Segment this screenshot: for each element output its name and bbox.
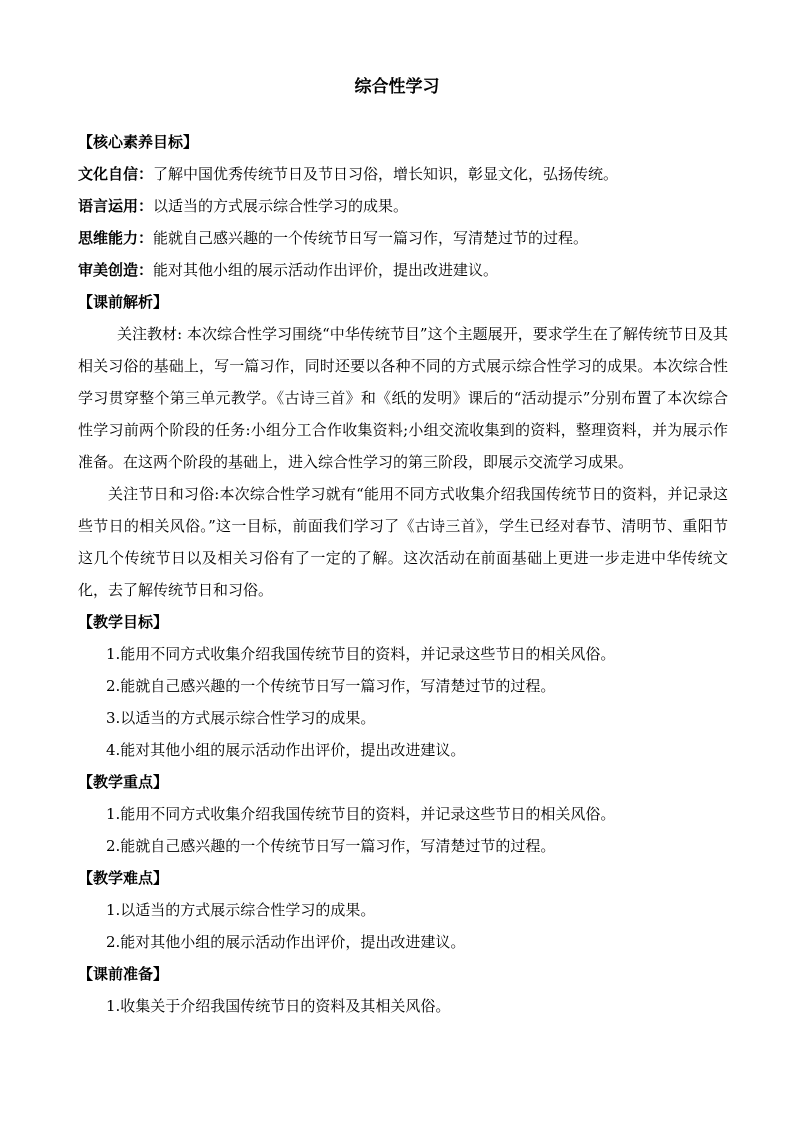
- goal-item: 2.能就自己感兴趣的一个传统节日写一篇习作，写清楚过节的过程。: [106, 677, 556, 695]
- section-heading-prep: 【课前准备】: [78, 965, 169, 983]
- core-item: [78, 254, 728, 286]
- goal-item: 3.以适当的方式展示综合性学习的成果。: [106, 709, 376, 727]
- core-item: [78, 190, 728, 222]
- section-heading-difficulties: 【教学难点】: [78, 869, 169, 887]
- difficulty-item: 1.以适当的方式展示综合性学习的成果。: [106, 901, 376, 919]
- core-item-label: 文化自信：: [78, 165, 154, 183]
- section-heading-core: 【核心素养目标】: [78, 133, 199, 151]
- core-item: [78, 222, 728, 254]
- section-heading-goals: 【教学目标】: [78, 613, 169, 631]
- core-item-label: 思维能力：: [78, 229, 154, 247]
- section-heading-keypoints: 【教学重点】: [78, 773, 169, 791]
- goal-item: 4.能对其他小组的展示活动作出评价，提出改进建议。: [106, 741, 466, 759]
- core-item: [78, 158, 728, 190]
- core-item-label: 审美创造：: [78, 261, 154, 279]
- document-body: [78, 126, 728, 1022]
- analysis-paragraph-textbook: 关注教材: 本次综合性学习围绕“中华传统节目”这个主题展开，要求学生在了解传统节日及其相关习俗的基础上，写一篇习作，同时还要以各种不同的方式展示综合性学习的成果。本次综合性学习贯穿整个第三单元教学。《古诗三首》和《纸的发明》课后的“活动提示”分别布置了本次综合性学习前两个阶段的任务:小组分工合作收集资料;小组交流收集到的资料，整理资料，并为展示作准备。在这两个阶段的基础上，进入综合性学习的第三阶段，即展示交流学习成果。: [78, 325, 728, 471]
- core-item-label: 语言运用：: [78, 197, 154, 215]
- goal-item: 1.能用不同方式收集介绍我国传统节目的资料，并记录这些节日的相关风俗。: [106, 645, 616, 663]
- core-item-text: 能就自己感兴趣的一个传统节日写一篇习作，写清楚过节的过程。: [153, 229, 589, 247]
- core-item-text: 能对其他小组的展示活动作出评价，提出改进建议。: [153, 261, 499, 279]
- prep-item: 1.收集关于介绍我国传统节日的资料及其相关风俗。: [106, 997, 451, 1015]
- keypoint-item: 2.能就自己感兴趣的一个传统节日写一篇习作，写清楚过节的过程。: [106, 837, 556, 855]
- analysis-paragraph-festivals: 关注节日和习俗:本次综合性学习就有“能用不同方式收集介绍我国传统节日的资料，并记录这些节日的相关风俗。”这一目标，前面我们学习了《古诗三首》，学生已经对春节、清明节、重阳节这几个传统节日以及相关习俗有了一定的了解。这次活动在前面基础上更进一步走进中华传统文化，去了解传统节日和习俗。: [78, 485, 728, 599]
- section-heading-analysis: 【课前解析】: [78, 293, 169, 311]
- difficulty-item: 2.能对其他小组的展示活动作出评价，提出改进建议。: [106, 933, 466, 951]
- keypoint-item: 1.能用不同方式收集介绍我国传统节目的资料，并记录这些节日的相关风俗。: [106, 805, 616, 823]
- page-title: 综合性学习: [354, 77, 440, 97]
- core-item-text: 了解中国优秀传统节日及节日习俗，增长知识，彰显文化，弘扬传统。: [153, 165, 619, 183]
- core-item-text: 以适当的方式展示综合性学习的成果。: [153, 197, 409, 215]
